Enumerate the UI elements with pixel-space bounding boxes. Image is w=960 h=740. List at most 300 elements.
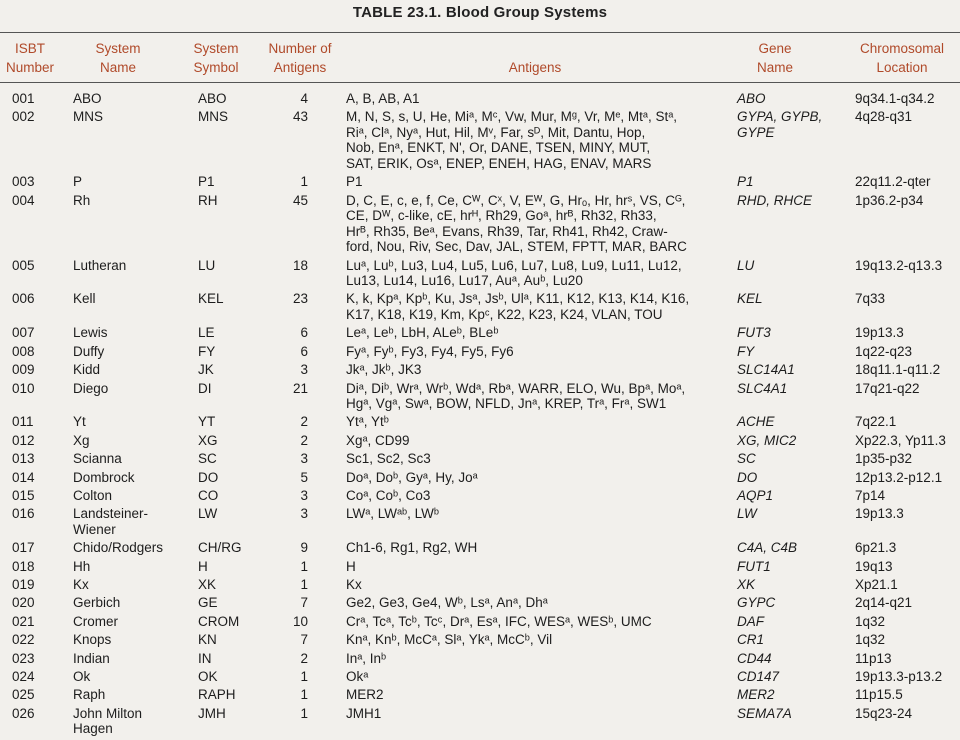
antigens-cell-line: ford, Nou, Riv, Sec, Dav, JAL, STEM, FPTT, MAR, BARC xyxy=(346,239,687,255)
system-name-cell-line: Hagen xyxy=(73,721,113,737)
chromosomal-location-cell: 1q32 xyxy=(855,613,886,629)
antigens-cell xyxy=(346,687,384,703)
antigens-cell xyxy=(346,414,389,430)
chromosomal-location-cell: Xp21.1 xyxy=(855,577,898,593)
antigens-cell-line: Hgᵃ, Vgᵃ, Swᵃ, BOW, NFLD, Jnᵃ, KREP, Trᵃ, Frᵃ, SW1 xyxy=(346,396,667,412)
antigen-count-cell: 7 xyxy=(300,595,308,611)
system-name-cell-line: Ok xyxy=(73,668,91,684)
antigen-count-cell: 3 xyxy=(300,487,308,503)
system-name-cell xyxy=(73,506,148,537)
table-row xyxy=(0,540,960,558)
antigens-cell xyxy=(346,291,689,322)
system-symbol-cell: RAPH xyxy=(198,687,236,703)
system-name-cell-line: Raph xyxy=(73,687,106,703)
header-gene-name xyxy=(735,39,815,77)
antigens-cell-line: K17, K18, K19, Km, Kpᶜ, K22, K23, K24, VLAN, TOU xyxy=(346,306,663,322)
gene-name-cell xyxy=(737,414,775,430)
chromosomal-location-cell: 1q32 xyxy=(855,632,886,648)
system-symbol-cell: CROM xyxy=(198,613,240,629)
header-system-symbol xyxy=(180,39,252,77)
system-symbol-cell: FY xyxy=(198,343,216,359)
system-name-cell xyxy=(73,614,118,630)
table-row xyxy=(0,91,960,109)
system-name-cell-line: P xyxy=(73,174,83,190)
gene-name-cell xyxy=(737,381,787,397)
antigens-cell xyxy=(346,344,514,360)
antigen-count-cell: 18 xyxy=(292,257,308,273)
system-symbol-cell: CO xyxy=(198,487,219,503)
table-row xyxy=(0,362,960,380)
gene-name-cell-line: MER2 xyxy=(737,687,775,703)
system-name-cell xyxy=(73,362,100,378)
system-name-cell xyxy=(73,540,163,556)
chromosomal-location-cell: 9q34.1-q34.2 xyxy=(855,91,935,106)
table-row xyxy=(0,687,960,705)
isbt-number-cell: 009 xyxy=(12,362,35,378)
antigen-count-cell: 45 xyxy=(292,192,308,208)
gene-name-cell-line: RHD, RHCE xyxy=(737,192,813,208)
gene-name-cell-line: DO xyxy=(737,469,758,485)
isbt-number-cell: 022 xyxy=(12,632,35,648)
antigen-count-cell: 6 xyxy=(300,325,308,341)
antigens-cell-line: SAT, ERIK, Osᵃ, ENEP, ENEH, HAG, ENAV, MARS xyxy=(346,155,652,171)
system-symbol-cell: XK xyxy=(198,577,217,593)
system-symbol-cell: ABO xyxy=(198,91,227,106)
chromosomal-location-cell: 7q22.1 xyxy=(855,414,897,430)
system-name-cell-line: Kell xyxy=(73,291,96,307)
gene-name-cell xyxy=(737,540,797,556)
chromosomal-location-cell: 1p35-p32 xyxy=(855,451,913,467)
gene-name-cell-line: P1 xyxy=(737,174,754,190)
system-symbol-cell: LW xyxy=(198,506,218,522)
gene-name-cell xyxy=(737,291,763,307)
gene-name-cell-line: XK xyxy=(737,577,756,593)
antigens-cell-line: Doᵃ, Doᵇ, Gyᵃ, Hy, Joᵃ xyxy=(346,469,478,485)
isbt-number-cell: 005 xyxy=(12,257,35,273)
table-row xyxy=(0,559,960,577)
system-symbol-cell: YT xyxy=(198,414,216,430)
antigen-count-cell: 6 xyxy=(300,343,308,359)
header-isbt-number xyxy=(0,39,60,77)
system-name-cell-line: Lewis xyxy=(73,325,108,341)
isbt-number-cell: 006 xyxy=(12,291,35,307)
system-name-cell xyxy=(73,91,102,107)
chromosomal-location-cell: 22q11.2-qter xyxy=(855,174,931,190)
header-chromosomal-location xyxy=(852,39,952,77)
header-system-name xyxy=(78,39,158,77)
chromosomal-location-cell: 19q13 xyxy=(855,558,893,574)
system-name-cell xyxy=(73,381,108,397)
system-symbol-cell: OK xyxy=(198,668,218,684)
antigens-cell xyxy=(346,91,420,107)
table-row xyxy=(0,433,960,451)
system-symbol-cell: CH/RG xyxy=(198,540,242,556)
system-name-cell xyxy=(73,174,82,190)
antigens-cell-line: LWᵃ, LWᵃᵇ, LWᵇ xyxy=(346,506,439,522)
antigen-count-cell: 9 xyxy=(300,540,308,556)
isbt-number-cell: 023 xyxy=(12,650,35,666)
chromosomal-location-cell: 4q28-q31 xyxy=(855,109,913,125)
antigen-count-cell: 2 xyxy=(300,432,308,448)
header-location-line2: Location xyxy=(876,60,928,75)
system-name-cell xyxy=(73,669,90,685)
table-row xyxy=(0,614,960,632)
table-row xyxy=(0,344,960,362)
header-count-line1: Number of xyxy=(268,41,332,56)
system-name-cell xyxy=(73,414,86,430)
table-row xyxy=(0,651,960,669)
gene-name-cell-line: FY xyxy=(737,343,755,359)
antigens-cell-line: D, C, E, c, e, f, Ce, Cᵂ, Cˣ, V, Eᵂ, G, Hrₒ, Hr, hrˢ, VS, Cᴳ, xyxy=(346,192,686,208)
chromosomal-location-cell: 12p13.2-p12.1 xyxy=(855,469,943,485)
gene-name-cell-line: CD44 xyxy=(737,650,772,666)
isbt-number-cell: 018 xyxy=(12,558,35,574)
gene-name-cell xyxy=(737,174,754,190)
gene-name-cell-line: DAF xyxy=(737,613,764,629)
antigen-count-cell: 7 xyxy=(300,632,308,648)
isbt-number-cell: 021 xyxy=(12,613,35,629)
antigen-count-cell: 1 xyxy=(300,687,308,703)
system-name-cell-line: Scianna xyxy=(73,451,122,467)
system-symbol-cell: RH xyxy=(198,192,218,208)
system-name-cell-line: ABO xyxy=(73,91,102,106)
table-row xyxy=(0,414,960,432)
antigens-cell xyxy=(346,433,410,449)
table-row xyxy=(0,258,960,292)
isbt-number-cell: 001 xyxy=(12,91,35,106)
system-symbol-cell: LE xyxy=(198,325,215,341)
system-symbol-cell: MNS xyxy=(198,109,228,125)
antigens-cell-line: Luᵃ, Luᵇ, Lu3, Lu4, Lu5, Lu6, Lu7, Lu8, Lu9, Lu11, Lu12, xyxy=(346,257,682,273)
isbt-number-cell: 007 xyxy=(12,325,35,341)
gene-name-cell-line: FUT3 xyxy=(737,325,771,341)
antigens-cell-line: Kx xyxy=(346,577,362,593)
system-name-cell xyxy=(73,344,104,360)
header-location-line1: Chromosomal xyxy=(859,41,945,56)
header-number-of-antigens xyxy=(258,39,342,77)
header-antigens-line1: Antigens xyxy=(508,60,562,75)
gene-name-cell xyxy=(737,193,812,209)
header-bottom-rule xyxy=(0,82,960,83)
system-name-cell-line: Wiener xyxy=(73,521,116,537)
gene-name-cell xyxy=(737,325,771,341)
gene-name-cell-line: KEL xyxy=(737,291,763,307)
antigen-count-cell: 43 xyxy=(292,109,308,125)
antigens-cell xyxy=(346,109,677,171)
table-row xyxy=(0,109,960,174)
isbt-number-cell: 008 xyxy=(12,343,35,359)
gene-name-cell-line: SC xyxy=(737,451,756,467)
antigens-cell xyxy=(346,669,368,685)
antigens-cell-line: CE, Dᵂ, c-like, cE, hrᴴ, Rh29, Goᵃ, hrᴮ, Rh32, Rh33, xyxy=(346,208,657,224)
isbt-number-cell: 010 xyxy=(12,380,35,396)
antigens-cell xyxy=(346,451,431,467)
system-name-cell xyxy=(73,451,122,467)
antigens-cell-line: M, N, S, s, U, He, Miᵃ, Mᶜ, Vw, Mur, Mᵍ, Vr, Mᵉ, Mtᵃ, Stᵃ, xyxy=(346,109,677,125)
gene-name-cell-line: ACHE xyxy=(737,414,775,430)
gene-name-cell-line: ABO xyxy=(737,91,766,106)
gene-name-cell xyxy=(737,109,822,140)
antigens-cell-line: Okᵃ xyxy=(346,668,369,684)
table-row xyxy=(0,577,960,595)
antigens-cell-line: Coᵃ, Coᵇ, Co3 xyxy=(346,487,431,503)
system-name-cell-line: Kidd xyxy=(73,362,101,378)
antigens-cell-line: Xgᵃ, CD99 xyxy=(346,432,410,448)
system-symbol-cell: KEL xyxy=(198,291,224,307)
antigens-cell xyxy=(346,540,477,556)
chromosomal-location-cell: Xp22.3, Yp11.3 xyxy=(855,432,946,448)
antigens-cell xyxy=(346,470,478,486)
antigens-cell-line: Fyᵃ, Fyᵇ, Fy3, Fy4, Fy5, Fy6 xyxy=(346,343,514,359)
antigens-cell-line: Nob, Enᵃ, ENKT, N', Or, DANE, TSEN, MINY, MUT, xyxy=(346,140,651,156)
system-name-cell-line: Indian xyxy=(73,650,110,666)
table-row xyxy=(0,488,960,506)
antigens-cell-line: Knᵃ, Knᵇ, McCᵃ, Slᵃ, Ykᵃ, McCᵇ, Vil xyxy=(346,632,553,648)
header-symbol-line2: Symbol xyxy=(193,60,239,75)
header-name-line2: Name xyxy=(99,60,136,75)
system-name-cell xyxy=(73,559,90,575)
isbt-number-cell: 024 xyxy=(12,668,35,684)
antigen-count-cell: 1 xyxy=(300,174,308,190)
system-symbol-cell: JMH xyxy=(198,705,226,721)
gene-name-cell xyxy=(737,362,795,378)
gene-name-cell-line: SEMA7A xyxy=(737,705,792,721)
gene-name-cell-line: FUT1 xyxy=(737,558,771,574)
header-count-line2: Antigens xyxy=(273,60,327,75)
system-symbol-cell: KN xyxy=(198,632,217,648)
antigens-cell xyxy=(346,488,430,504)
gene-name-cell xyxy=(737,344,754,360)
gene-name-cell-line: GYPA, GYPB, xyxy=(737,109,823,125)
system-symbol-cell: P1 xyxy=(198,174,215,190)
header-name-line1: System xyxy=(95,41,141,56)
antigens-cell-line: K, k, Kpᵃ, Kpᵇ, Ku, Jsᵃ, Jsᵇ, Ulᵃ, K11, K12, K13, K14, K16, xyxy=(346,291,690,307)
system-symbol-cell: DI xyxy=(198,380,212,396)
gene-name-cell-line: SLC14A1 xyxy=(737,362,795,378)
antigens-cell-line: Leᵃ, Leᵇ, LbH, ALeᵇ, BLeᵇ xyxy=(346,325,499,341)
chromosomal-location-cell: 19p13.3 xyxy=(855,325,904,341)
table-row xyxy=(0,451,960,469)
chromosomal-location-cell: 1p36.2-p34 xyxy=(855,192,924,208)
antigens-cell-line: Jkᵃ, Jkᵇ, JK3 xyxy=(346,362,422,378)
antigens-cell xyxy=(346,595,548,611)
chromosomal-location-cell: 19q13.2-q13.3 xyxy=(855,257,943,273)
system-symbol-cell: XG xyxy=(198,432,218,448)
header-symbol-line1: System xyxy=(193,41,239,56)
antigen-count-cell: 21 xyxy=(292,380,308,396)
system-name-cell xyxy=(73,193,90,209)
chromosomal-location-cell: 6p21.3 xyxy=(855,540,897,556)
antigens-cell-line: Ytᵃ, Ytᵇ xyxy=(346,414,389,430)
antigens-cell xyxy=(346,651,386,667)
table-body xyxy=(0,91,960,740)
gene-name-cell xyxy=(737,91,766,107)
chromosomal-location-cell: 15q23-24 xyxy=(855,705,913,721)
system-name-cell xyxy=(73,632,111,648)
gene-name-cell xyxy=(737,706,792,722)
antigens-cell xyxy=(346,614,652,630)
system-name-cell-line: Yt xyxy=(73,414,86,430)
chromosomal-location-cell: 1q22-q23 xyxy=(855,343,913,359)
system-name-cell xyxy=(73,595,120,611)
system-symbol-cell: IN xyxy=(198,650,212,666)
system-name-cell xyxy=(73,470,135,486)
isbt-number-cell: 020 xyxy=(12,595,35,611)
header-antigens xyxy=(480,58,590,77)
system-name-cell-line: Dombrock xyxy=(73,469,135,485)
system-name-cell xyxy=(73,325,108,341)
isbt-number-cell: 016 xyxy=(12,506,35,522)
antigens-cell-line: Diᵃ, Diᵇ, Wrᵃ, Wrᵇ, Wdᵃ, Rbᵃ, WARR, ELO, Wu, Bpᵃ, Moᵃ, xyxy=(346,380,686,396)
antigens-cell-line: MER2 xyxy=(346,687,384,703)
system-name-cell-line: Chido/Rodgers xyxy=(73,540,164,556)
antigen-count-cell: 1 xyxy=(300,705,308,721)
antigens-cell xyxy=(346,258,682,289)
gene-name-cell xyxy=(737,632,764,648)
table-row xyxy=(0,174,960,192)
antigens-cell xyxy=(346,325,498,341)
antigen-count-cell: 5 xyxy=(300,469,308,485)
table-row xyxy=(0,291,960,325)
chromosomal-location-cell: 17q21-q22 xyxy=(855,380,920,396)
system-name-cell-line: Diego xyxy=(73,380,109,396)
antigens-cell xyxy=(346,706,381,722)
table-row xyxy=(0,632,960,650)
system-name-cell-line: MNS xyxy=(73,109,103,125)
antigens-cell-line: Hrᴮ, Rh35, Beᵃ, Evans, Rh39, Tar, Rh41, Rh42, Craw- xyxy=(346,223,668,239)
system-name-cell xyxy=(73,577,89,593)
gene-name-cell-line: C4A, C4B xyxy=(737,540,798,556)
system-name-cell-line: John Milton xyxy=(73,705,143,721)
gene-name-cell xyxy=(737,470,757,486)
system-name-cell xyxy=(73,687,105,703)
antigens-cell xyxy=(346,632,552,648)
gene-name-cell-line: XG, MIC2 xyxy=(737,432,797,448)
antigens-cell xyxy=(346,174,363,190)
system-name-cell-line: Landsteiner- xyxy=(73,506,149,522)
isbt-number-cell: 012 xyxy=(12,432,35,448)
system-name-cell xyxy=(73,488,112,504)
isbt-number-cell: 019 xyxy=(12,577,35,593)
system-symbol-cell: GE xyxy=(198,595,218,611)
antigen-count-cell: 3 xyxy=(300,506,308,522)
antigens-cell-line: Riᵃ, Clᵃ, Nyᵃ, Hut, Hil, Mᵛ, Far, sᴰ, Mit, Dantu, Hop, xyxy=(346,124,646,140)
isbt-number-cell: 002 xyxy=(12,109,35,125)
isbt-number-cell: 013 xyxy=(12,451,35,467)
antigens-cell xyxy=(346,381,685,412)
gene-name-cell xyxy=(737,614,764,630)
header-top-rule xyxy=(0,32,960,33)
system-name-cell-line: Kx xyxy=(73,577,89,593)
antigens-cell-line: Sc1, Sc2, Sc3 xyxy=(346,451,431,467)
antigen-count-cell: 1 xyxy=(300,558,308,574)
gene-name-cell xyxy=(737,488,773,504)
system-symbol-cell: JK xyxy=(198,362,214,378)
system-name-cell-line: Knops xyxy=(73,632,112,648)
gene-name-cell-line: SLC4A1 xyxy=(737,380,788,396)
gene-name-cell xyxy=(737,595,775,611)
system-name-cell xyxy=(73,109,103,125)
isbt-number-cell: 017 xyxy=(12,540,35,556)
gene-name-cell xyxy=(737,451,756,467)
antigens-cell xyxy=(346,193,687,255)
isbt-number-cell: 014 xyxy=(12,469,35,485)
table-row xyxy=(0,381,960,415)
antigen-count-cell: 2 xyxy=(300,650,308,666)
isbt-number-cell: 011 xyxy=(12,414,34,430)
antigens-cell xyxy=(346,362,421,378)
gene-name-cell-line: LW xyxy=(737,506,757,522)
system-name-cell-line: Lutheran xyxy=(73,257,127,273)
system-symbol-cell: LU xyxy=(198,257,216,273)
isbt-number-cell: 003 xyxy=(12,174,35,190)
antigen-count-cell: 3 xyxy=(300,451,308,467)
antigens-cell-line: P1 xyxy=(346,174,363,190)
gene-name-cell-line: LU xyxy=(737,257,755,273)
system-symbol-cell: DO xyxy=(198,469,219,485)
antigen-count-cell: 4 xyxy=(300,91,308,106)
antigen-count-cell: 23 xyxy=(292,291,308,307)
table-row xyxy=(0,193,960,258)
isbt-number-cell: 004 xyxy=(12,192,35,208)
gene-name-cell-line: GYPE xyxy=(737,124,775,140)
antigens-cell xyxy=(346,577,362,593)
header-isbt-line1: ISBT xyxy=(14,41,45,56)
gene-name-cell xyxy=(737,651,772,667)
gene-name-cell xyxy=(737,433,796,449)
chromosomal-location-cell: 18q11.1-q11.2 xyxy=(855,362,941,378)
system-name-cell xyxy=(73,291,96,307)
antigens-cell-line: Inᵃ, Inᵇ xyxy=(346,650,387,666)
antigen-count-cell: 2 xyxy=(300,414,308,430)
system-name-cell-line: Cromer xyxy=(73,613,119,629)
system-name-cell-line: Gerbich xyxy=(73,595,121,611)
gene-name-cell-line: CR1 xyxy=(737,632,765,648)
chromosomal-location-cell: 11p15.5 xyxy=(855,687,903,703)
table-row xyxy=(0,470,960,488)
header-isbt-line2: Number xyxy=(5,60,54,75)
antigens-cell xyxy=(346,559,356,575)
table-title: TABLE 23.1. Blood Group Systems xyxy=(352,4,608,21)
table-row xyxy=(0,669,960,687)
gene-name-cell xyxy=(737,506,757,522)
system-name-cell xyxy=(73,651,110,667)
antigens-cell-line: Lu13, Lu14, Lu16, Lu17, Auᵃ, Auᵇ, Lu20 xyxy=(346,273,583,289)
gene-name-cell xyxy=(737,258,754,274)
gene-name-cell-line: GYPC xyxy=(737,595,776,611)
isbt-number-cell: 026 xyxy=(12,705,35,721)
antigens-cell-line: Ch1-6, Rg1, Rg2, WH xyxy=(346,540,478,556)
system-name-cell-line: Duffy xyxy=(73,343,105,359)
antigen-count-cell: 1 xyxy=(300,668,308,684)
gene-name-cell xyxy=(737,669,779,685)
gene-name-cell-line: AQP1 xyxy=(737,487,774,503)
system-name-cell-line: Colton xyxy=(73,487,113,503)
table-row xyxy=(0,506,960,540)
table-row xyxy=(0,595,960,613)
gene-name-cell xyxy=(737,687,775,703)
antigens-cell-line: A, B, AB, A1 xyxy=(346,91,420,106)
antigen-count-cell: 1 xyxy=(300,577,308,593)
isbt-number-cell: 015 xyxy=(12,487,35,503)
chromosomal-location-cell: 19p13.3-p13.2 xyxy=(855,668,943,684)
chromosomal-location-cell: 7p14 xyxy=(855,487,886,503)
antigen-count-cell: 3 xyxy=(300,362,308,378)
table-row xyxy=(0,325,960,343)
antigens-cell-line: JMH1 xyxy=(346,705,382,721)
gene-name-cell xyxy=(737,559,771,575)
chromosomal-location-cell: 11p13 xyxy=(855,650,892,666)
